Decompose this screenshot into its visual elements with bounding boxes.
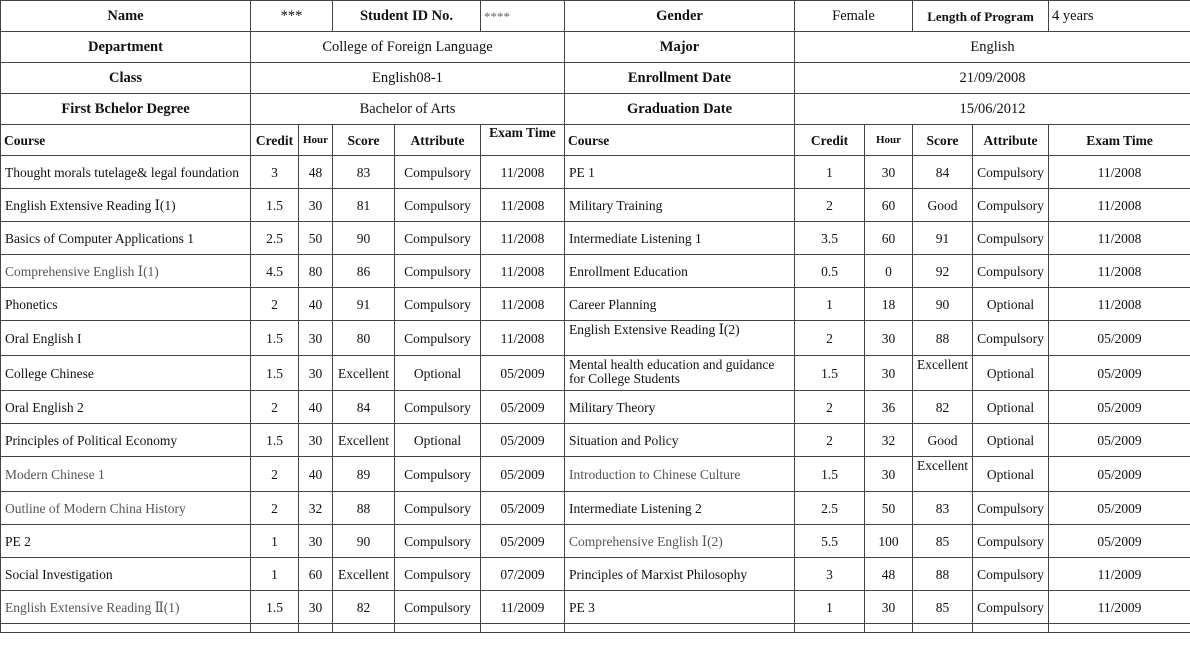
left-score-cell: 90 (333, 525, 395, 558)
left-course-cell: Phonetics (1, 288, 251, 321)
table-row (1, 391, 1190, 424)
left-exam-time-cell: 05/2009 (481, 356, 565, 391)
left-score-cell: 90 (333, 222, 395, 255)
header-hour-left: Hour (299, 125, 333, 156)
right-credit-cell: 1.5 (795, 457, 865, 492)
left-attribute-cell: Compulsory (395, 591, 481, 624)
left-attribute-cell: Compulsory (395, 457, 481, 492)
left-attribute-cell: Optional (395, 356, 481, 391)
department-label: Department (1, 32, 251, 63)
student-id-label: Student ID No. (333, 1, 481, 32)
left-score-cell: 89 (333, 457, 395, 492)
continuation-cell (795, 624, 865, 633)
name-label: Name (1, 1, 251, 32)
header-exam-time-right: Exam Time (1049, 125, 1190, 156)
table-row (1, 288, 1190, 321)
right-score-cell: 88 (913, 558, 973, 591)
left-hour-cell: 30 (299, 591, 333, 624)
left-hour-cell: 60 (299, 558, 333, 591)
info-row-3 (1, 63, 1190, 94)
continuation-cell (1, 624, 251, 633)
header-score-right: Score (913, 125, 973, 156)
table-row (1, 525, 1190, 558)
left-attribute-cell: Compulsory (395, 558, 481, 591)
degree-label: First Bchelor Degree (1, 94, 251, 125)
left-exam-time-cell: 11/2008 (481, 156, 565, 189)
left-course-cell: PE 2 (1, 525, 251, 558)
left-exam-time-cell: 11/2008 (481, 189, 565, 222)
table-row (1, 492, 1190, 525)
left-exam-time-cell: 11/2009 (481, 591, 565, 624)
right-exam-time-cell: 05/2009 (1049, 525, 1190, 558)
continuation-cell (481, 624, 565, 633)
left-credit-cell: 1.5 (251, 356, 299, 391)
right-exam-time-cell: 11/2009 (1049, 591, 1190, 624)
right-course-cell: PE 3 (565, 591, 795, 624)
header-course-left: Course (1, 125, 251, 156)
right-score-cell: 84 (913, 156, 973, 189)
left-hour-cell: 30 (299, 356, 333, 391)
right-course-cell: English Extensive Reading Ⅰ(2) (565, 321, 795, 356)
right-credit-cell: 1 (795, 288, 865, 321)
right-attribute-cell: Optional (973, 424, 1049, 457)
right-attribute-cell: Compulsory (973, 525, 1049, 558)
left-attribute-cell: Compulsory (395, 321, 481, 356)
right-credit-cell: 2 (795, 321, 865, 356)
right-course-cell: Intermediate Listening 2 (565, 492, 795, 525)
table-row-continuation (1, 624, 1190, 633)
table-row (1, 591, 1190, 624)
left-course-cell: Oral English 2 (1, 391, 251, 424)
left-course-cell: Basics of Computer Applications 1 (1, 222, 251, 255)
right-hour-cell: 100 (865, 525, 913, 558)
left-course-cell: Modern Chinese 1 (1, 457, 251, 492)
left-attribute-cell: Compulsory (395, 222, 481, 255)
continuation-cell (565, 624, 795, 633)
right-credit-cell: 3.5 (795, 222, 865, 255)
right-credit-cell: 2 (795, 391, 865, 424)
table-row (1, 457, 1190, 492)
degree-value: Bachelor of Arts (251, 94, 565, 125)
right-score-cell: 90 (913, 288, 973, 321)
right-attribute-cell: Compulsory (973, 492, 1049, 525)
right-attribute-cell: Optional (973, 457, 1049, 492)
left-attribute-cell: Compulsory (395, 492, 481, 525)
right-exam-time-cell: 05/2009 (1049, 492, 1190, 525)
student-id-value: **** (481, 1, 565, 32)
left-attribute-cell: Compulsory (395, 255, 481, 288)
class-label: Class (1, 63, 251, 94)
left-attribute-cell: Compulsory (395, 525, 481, 558)
right-exam-time-cell: 11/2008 (1049, 288, 1190, 321)
header-credit-left: Credit (251, 125, 299, 156)
right-exam-time-cell: 05/2009 (1049, 424, 1190, 457)
left-hour-cell: 50 (299, 222, 333, 255)
table-row (1, 356, 1190, 391)
table-row (1, 321, 1190, 356)
continuation-cell (973, 624, 1049, 633)
left-hour-cell: 80 (299, 255, 333, 288)
left-attribute-cell: Optional (395, 424, 481, 457)
department-value: College of Foreign Language (251, 32, 565, 63)
right-exam-time-cell: 11/2008 (1049, 255, 1190, 288)
table-row (1, 156, 1190, 189)
right-attribute-cell: Compulsory (973, 156, 1049, 189)
continuation-cell (395, 624, 481, 633)
left-credit-cell: 1.5 (251, 321, 299, 356)
left-course-cell: English Extensive Reading Ⅰ(1) (1, 189, 251, 222)
left-score-cell: 91 (333, 288, 395, 321)
left-score-cell: 80 (333, 321, 395, 356)
right-credit-cell: 0.5 (795, 255, 865, 288)
header-credit-right: Credit (795, 125, 865, 156)
right-hour-cell: 60 (865, 222, 913, 255)
right-credit-cell: 2.5 (795, 492, 865, 525)
right-attribute-cell: Optional (973, 356, 1049, 391)
right-score-cell: 91 (913, 222, 973, 255)
left-score-cell: 88 (333, 492, 395, 525)
right-exam-time-cell: 11/2008 (1049, 222, 1190, 255)
right-hour-cell: 30 (865, 321, 913, 356)
left-exam-time-cell: 11/2008 (481, 288, 565, 321)
table-row (1, 222, 1190, 255)
right-hour-cell: 0 (865, 255, 913, 288)
right-course-cell: Mental health education and guidance for College Students (565, 356, 795, 391)
left-exam-time-cell: 11/2008 (481, 321, 565, 356)
left-credit-cell: 2 (251, 492, 299, 525)
major-value: English (795, 32, 1190, 63)
right-hour-cell: 32 (865, 424, 913, 457)
table-row (1, 558, 1190, 591)
left-exam-time-cell: 11/2008 (481, 222, 565, 255)
left-credit-cell: 1 (251, 558, 299, 591)
right-course-cell: Military Training (565, 189, 795, 222)
left-course-cell: Comprehensive English Ⅰ(1) (1, 255, 251, 288)
right-score-cell: 92 (913, 255, 973, 288)
right-credit-cell: 5.5 (795, 525, 865, 558)
left-score-cell: Excellent (333, 356, 395, 391)
left-score-cell: 86 (333, 255, 395, 288)
left-attribute-cell: Compulsory (395, 189, 481, 222)
right-score-cell: 82 (913, 391, 973, 424)
graduation-date-value: 15/06/2012 (795, 94, 1190, 125)
right-course-cell: Comprehensive English Ⅰ(2) (565, 525, 795, 558)
left-exam-time-cell: 05/2009 (481, 391, 565, 424)
right-hour-cell: 30 (865, 457, 913, 492)
left-hour-cell: 40 (299, 288, 333, 321)
right-hour-cell: 30 (865, 156, 913, 189)
table-row (1, 255, 1190, 288)
table-row (1, 189, 1190, 222)
left-course-cell: College Chinese (1, 356, 251, 391)
left-credit-cell: 1 (251, 525, 299, 558)
right-attribute-cell: Compulsory (973, 321, 1049, 356)
left-credit-cell: 1.5 (251, 591, 299, 624)
left-score-cell: 83 (333, 156, 395, 189)
left-score-cell: 82 (333, 591, 395, 624)
left-exam-time-cell: 05/2009 (481, 424, 565, 457)
class-value: English08-1 (251, 63, 565, 94)
info-row-1 (1, 1, 1190, 32)
right-exam-time-cell: 05/2009 (1049, 457, 1190, 492)
left-hour-cell: 48 (299, 156, 333, 189)
right-attribute-cell: Compulsory (973, 558, 1049, 591)
right-hour-cell: 60 (865, 189, 913, 222)
continuation-cell (865, 624, 913, 633)
continuation-cell (913, 624, 973, 633)
continuation-cell (333, 624, 395, 633)
right-hour-cell: 36 (865, 391, 913, 424)
enrollment-date-label: Enrollment Date (565, 63, 795, 94)
right-hour-cell: 18 (865, 288, 913, 321)
left-course-cell: Oral English I (1, 321, 251, 356)
left-attribute-cell: Compulsory (395, 391, 481, 424)
gender-value: Female (795, 1, 913, 32)
left-exam-time-cell: 05/2009 (481, 492, 565, 525)
right-course-cell: Career Planning (565, 288, 795, 321)
right-hour-cell: 30 (865, 591, 913, 624)
left-course-cell: Principles of Political Economy (1, 424, 251, 457)
info-row-2 (1, 32, 1190, 63)
left-exam-time-cell: 11/2008 (481, 255, 565, 288)
left-hour-cell: 30 (299, 189, 333, 222)
left-score-cell: Excellent (333, 424, 395, 457)
right-attribute-cell: Optional (973, 391, 1049, 424)
right-credit-cell: 1.5 (795, 356, 865, 391)
continuation-cell (299, 624, 333, 633)
graduation-date-label: Graduation Date (565, 94, 795, 125)
left-hour-cell: 30 (299, 424, 333, 457)
right-score-cell: Good (913, 424, 973, 457)
info-row-4 (1, 94, 1190, 125)
right-exam-time-cell: 11/2009 (1049, 558, 1190, 591)
left-hour-cell: 30 (299, 321, 333, 356)
left-hour-cell: 40 (299, 391, 333, 424)
header-score-left: Score (333, 125, 395, 156)
course-header-row (1, 125, 1190, 156)
right-attribute-cell: Compulsory (973, 255, 1049, 288)
right-exam-time-cell: 05/2009 (1049, 356, 1190, 391)
right-course-cell: Intermediate Listening 1 (565, 222, 795, 255)
right-credit-cell: 2 (795, 424, 865, 457)
length-of-program-label: Length of Program (913, 1, 1049, 32)
right-course-cell: Situation and Policy (565, 424, 795, 457)
right-score-cell: Excellent (913, 356, 973, 391)
right-score-cell: Good (913, 189, 973, 222)
right-score-cell: 85 (913, 591, 973, 624)
left-credit-cell: 3 (251, 156, 299, 189)
right-course-cell: Introduction to Chinese Culture (565, 457, 795, 492)
right-score-cell: 88 (913, 321, 973, 356)
left-hour-cell: 40 (299, 457, 333, 492)
header-course-right: Course (565, 125, 795, 156)
gender-label: Gender (565, 1, 795, 32)
continuation-cell (251, 624, 299, 633)
left-credit-cell: 1.5 (251, 424, 299, 457)
left-credit-cell: 2.5 (251, 222, 299, 255)
header-exam-time-left: Exam Time (481, 125, 565, 156)
left-credit-cell: 2 (251, 288, 299, 321)
left-exam-time-cell: 05/2009 (481, 457, 565, 492)
continuation-cell (1049, 624, 1190, 633)
right-attribute-cell: Optional (973, 288, 1049, 321)
right-attribute-cell: Compulsory (973, 189, 1049, 222)
right-score-cell: 85 (913, 525, 973, 558)
right-score-cell: 83 (913, 492, 973, 525)
right-exam-time-cell: 11/2008 (1049, 189, 1190, 222)
left-course-cell: Social Investigation (1, 558, 251, 591)
right-course-cell: Military Theory (565, 391, 795, 424)
right-exam-time-cell: 11/2008 (1049, 156, 1190, 189)
left-credit-cell: 4.5 (251, 255, 299, 288)
right-attribute-cell: Compulsory (973, 591, 1049, 624)
name-value: *** (251, 1, 333, 32)
left-score-cell: Excellent (333, 558, 395, 591)
right-course-cell: PE 1 (565, 156, 795, 189)
right-hour-cell: 48 (865, 558, 913, 591)
right-exam-time-cell: 05/2009 (1049, 391, 1190, 424)
left-score-cell: 81 (333, 189, 395, 222)
left-attribute-cell: Compulsory (395, 288, 481, 321)
left-exam-time-cell: 07/2009 (481, 558, 565, 591)
left-score-cell: 84 (333, 391, 395, 424)
right-credit-cell: 1 (795, 156, 865, 189)
header-attribute-right: Attribute (973, 125, 1049, 156)
right-score-cell: Excellent (913, 457, 973, 492)
right-hour-cell: 50 (865, 492, 913, 525)
left-hour-cell: 30 (299, 525, 333, 558)
right-course-cell: Principles of Marxist Philosophy (565, 558, 795, 591)
left-credit-cell: 1.5 (251, 189, 299, 222)
right-credit-cell: 1 (795, 591, 865, 624)
right-credit-cell: 3 (795, 558, 865, 591)
header-hour-right: Hour (865, 125, 913, 156)
right-course-cell: Enrollment Education (565, 255, 795, 288)
length-of-program-value: 4 years (1049, 1, 1190, 32)
left-attribute-cell: Compulsory (395, 156, 481, 189)
right-credit-cell: 2 (795, 189, 865, 222)
left-course-cell: Thought morals tutelage& legal foundation (1, 156, 251, 189)
left-hour-cell: 32 (299, 492, 333, 525)
right-attribute-cell: Compulsory (973, 222, 1049, 255)
major-label: Major (565, 32, 795, 63)
left-course-cell: Outline of Modern China History (1, 492, 251, 525)
left-course-cell: English Extensive Reading Ⅱ(1) (1, 591, 251, 624)
right-hour-cell: 30 (865, 356, 913, 391)
left-exam-time-cell: 05/2009 (481, 525, 565, 558)
enrollment-date-value: 21/09/2008 (795, 63, 1190, 94)
left-credit-cell: 2 (251, 457, 299, 492)
right-exam-time-cell: 05/2009 (1049, 321, 1190, 356)
left-credit-cell: 2 (251, 391, 299, 424)
header-attribute-left: Attribute (395, 125, 481, 156)
table-row (1, 424, 1190, 457)
